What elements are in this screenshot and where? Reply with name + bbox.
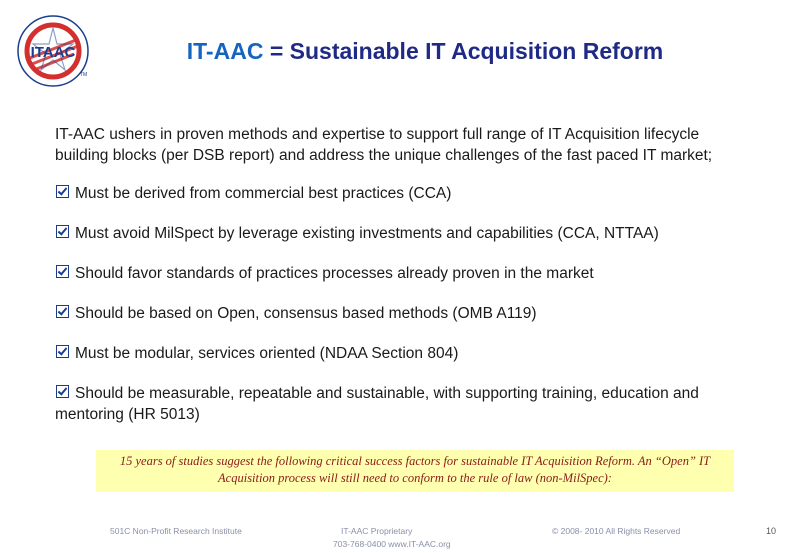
intro-paragraph: IT-AAC ushers in proven methods and expertise to support full range of IT Acquisition lifecycle building blocks (per DSB report) and address the unique challenges of the fast paced IT market; bbox=[55, 126, 713, 164]
footer-center-line1: IT-AAC Proprietary bbox=[341, 526, 413, 536]
footer-left: 501C Non-Profit Research Institute bbox=[110, 526, 242, 536]
checkbox-icon bbox=[56, 345, 69, 358]
checklist-item bbox=[55, 183, 755, 204]
logo-text: ITAAC bbox=[30, 44, 76, 61]
checkbox-icon bbox=[56, 385, 69, 398]
footer-center-line2: 703-768-0400 www.IT-AAC.org bbox=[333, 539, 451, 549]
checklist-item bbox=[55, 303, 755, 324]
checklist-item-text: Should be measurable, repeatable and sustainable, with supporting training, education and mentoring (HR 5013) bbox=[55, 385, 699, 423]
title-rest: = Sustainable IT Acquisition Reform bbox=[263, 38, 664, 64]
checkbox-icon bbox=[56, 225, 69, 238]
checklist-item bbox=[55, 223, 755, 244]
checklist-item bbox=[55, 263, 755, 284]
footer-right: © 2008- 2010 All Rights Reserved bbox=[552, 526, 681, 536]
checkbox-icon bbox=[56, 185, 69, 198]
checklist-item-text: Must be derived from commercial best practices (CCA) bbox=[75, 185, 452, 202]
page-number: 10 bbox=[766, 526, 777, 536]
page-title bbox=[100, 38, 750, 65]
checklist-item-text: Must avoid MilSpect by leverage existing investments and capabilities (CCA, NTTAA) bbox=[75, 225, 659, 242]
title-accent: IT-AAC bbox=[186, 38, 264, 64]
checkbox-icon bbox=[56, 305, 69, 318]
checklist-item bbox=[55, 383, 755, 425]
checklist-item bbox=[55, 343, 755, 364]
checklist-item-text: Should favor standards of practices processes already proven in the market bbox=[75, 265, 594, 282]
callout-box: 15 years of studies suggest the following critical success factors for sustainable IT Acquisition Reform. An “Open” IT Acquisition process will still need to conform to the rule of law (non-MilSpec): bbox=[96, 450, 734, 492]
logo-tm: TM bbox=[80, 72, 88, 78]
checklist-item-text: Must be modular, services oriented (NDAA Section 804) bbox=[75, 345, 459, 362]
checklist-item-text: Should be based on Open, consensus based methods (OMB A119) bbox=[75, 305, 537, 322]
checkbox-icon bbox=[56, 265, 69, 278]
itaac-logo bbox=[16, 14, 90, 88]
